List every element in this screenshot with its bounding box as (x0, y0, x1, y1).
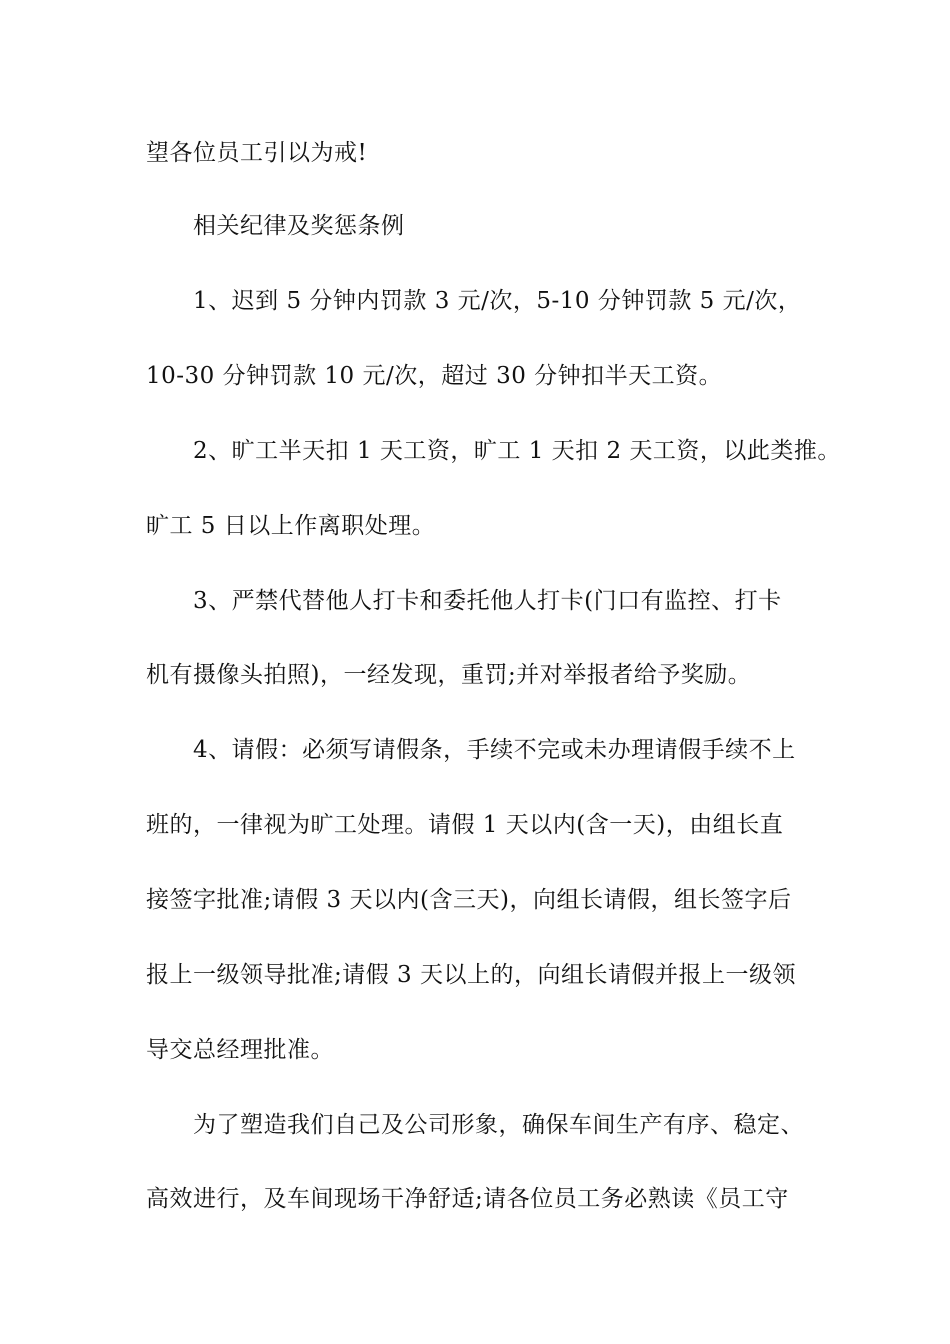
text-line-rule-4a: 4、请假：必须写请假条，手续不完或未办理请假手续不上 (193, 737, 796, 763)
text-line-rule-2a: 2、旷工半天扣 1 天工资，旷工 1 天扣 2 天工资，以此类推。 (193, 438, 841, 464)
text-line-rule-1a: 1、迟到 5 分钟内罚款 3 元/次，5-10 分钟罚款 5 元/次， (193, 288, 802, 314)
text-line-rule-4d: 报上一级领导批准;请假 3 天以上的，向组长请假并报上一级领 (146, 962, 797, 988)
text-line-rule-3b: 机有摄像头拍照)，一经发现，重罚;并对举报者给予奖励。 (146, 662, 752, 688)
section-heading: 相关纪律及奖惩条例 (193, 213, 405, 239)
text-line-rule-4e: 导交总经理批准。 (146, 1037, 334, 1063)
text-line-1: 望各位员工引以为戒! (146, 140, 368, 166)
text-line-rule-3a: 3、严禁代替他人打卡和委托他人打卡(门口有监控、打卡 (193, 588, 782, 614)
text-line-closing-a: 为了塑造我们自己及公司形象，确保车间生产有序、稳定、 (193, 1112, 804, 1138)
text-line-rule-2b: 旷工 5 日以上作离职处理。 (146, 513, 436, 539)
text-line-rule-4b: 班的，一律视为旷工处理。请假 1 天以内(含一天)，由组长直 (146, 812, 784, 838)
text-line-rule-1b: 10-30 分钟罚款 10 元/次，超过 30 分钟扣半天工资。 (146, 363, 723, 389)
text-line-closing-b: 高效进行，及车间现场干净舒适;请各位员工务必熟读《员工守 (146, 1186, 789, 1212)
text-line-rule-4c: 接签字批准;请假 3 天以内(含三天)，向组长请假，组长签字后 (146, 887, 792, 913)
